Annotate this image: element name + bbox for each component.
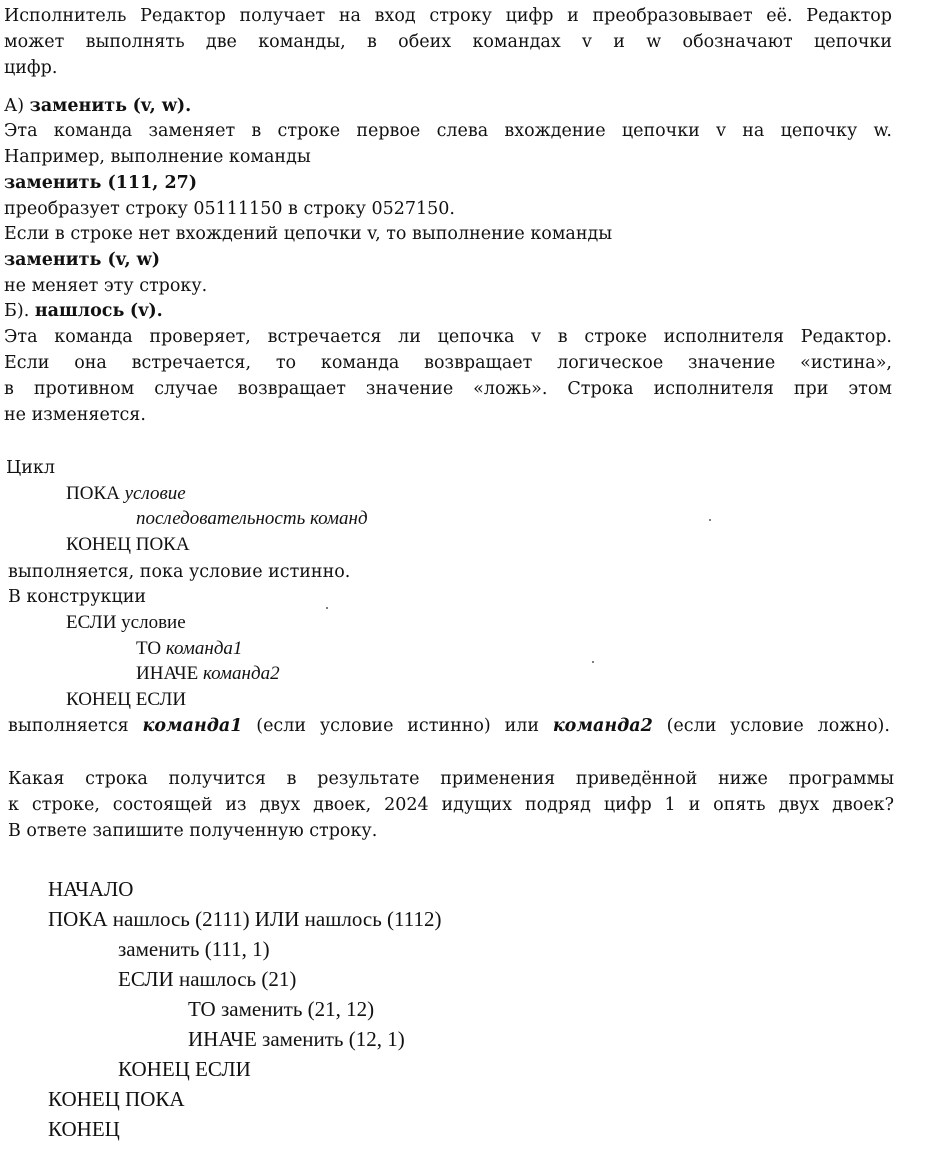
loop-while-condition: условие xyxy=(124,483,186,504)
command-a-example-2: заменить (v, w) xyxy=(4,250,160,270)
command-b-name: нашлось xyxy=(34,301,125,321)
else-keyword: ИНАЧЕ xyxy=(136,663,199,684)
command-b-desc-3: в противном случае возвращает значение «ложь». Строка исполнителя при этом xyxy=(4,379,892,399)
intro-line-3: цифр. xyxy=(4,58,58,78)
if-note-part-2: (если условие истинно) или xyxy=(256,716,540,736)
loop-while xyxy=(66,482,186,506)
scan-speck xyxy=(709,519,711,521)
loop-end: КОНЕЦ ПОКА xyxy=(66,534,190,555)
command-b-title xyxy=(4,299,163,323)
program-line: заменить (111, 1) xyxy=(118,937,270,961)
if-note xyxy=(8,714,890,738)
command-a-title xyxy=(4,94,191,118)
if-note-command-1: команда1 xyxy=(142,716,243,736)
scan-speck xyxy=(592,661,594,663)
else-command: команда2 xyxy=(202,663,280,684)
command-b-desc-4: не изменяется. xyxy=(4,405,146,425)
loop-while-keyword: ПОКА xyxy=(66,483,120,504)
loop-heading: Цикл xyxy=(6,458,55,478)
program-line: ИНАЧЕ заменить (12, 1) xyxy=(188,1027,405,1051)
intro-line-2: может выполнять две команды, в обеих командах v и w обозначают цепочки xyxy=(4,32,892,52)
if-note-part-1: выполняется xyxy=(8,716,129,736)
loop-body: последовательность команд xyxy=(136,508,368,529)
command-a-desc-3: преобразует строку 05111150 в строку 0527150. xyxy=(4,199,455,219)
command-a-name: заменить xyxy=(29,96,128,116)
question-line-1: Какая строка получится в результате применения приведённой ниже программы xyxy=(8,769,894,789)
command-a-desc-4: Если в строке нет вхождений цепочки v, то выполнение команды xyxy=(4,224,613,244)
then-keyword: ТО xyxy=(136,638,162,659)
then-command: команда1 xyxy=(165,638,243,659)
if-condition: условие xyxy=(121,612,186,633)
program-line: НАЧАЛО xyxy=(48,877,134,901)
program-line: КОНЕЦ ПОКА xyxy=(48,1087,185,1111)
command-b-desc-2: Если она встречается, то команда возвращает логическое значение «истина», xyxy=(4,353,892,373)
then-line xyxy=(136,637,242,661)
command-b-letter: Б). xyxy=(4,301,30,321)
command-a-args: (v, w). xyxy=(132,96,192,116)
intro-line-1: Исполнитель Редактор получает на вход строку цифр и преобразовывает её. Редактор xyxy=(4,6,892,26)
scan-speck xyxy=(326,607,328,609)
command-b-desc-1: Эта команда проверяет, встречается ли цепочка v в строке исполнителя Редактор. xyxy=(4,327,892,347)
if-heading: В конструкции xyxy=(8,587,147,607)
command-a-example: заменить (111, 27) xyxy=(4,173,198,193)
question-line-2: к строке, состоящей из двух двоек, 2024 идущих подряд цифр 1 и опять двух двоек? xyxy=(8,795,894,815)
program-line: ЕСЛИ нашлось (21) xyxy=(118,967,297,991)
command-a-letter: А) xyxy=(4,96,25,116)
if-line xyxy=(66,611,186,635)
if-keyword: ЕСЛИ xyxy=(66,612,117,633)
program-line: ТО заменить (21, 12) xyxy=(188,997,375,1021)
program-line: КОНЕЦ ЕСЛИ xyxy=(118,1057,251,1081)
if-end: КОНЕЦ ЕСЛИ xyxy=(66,689,187,710)
if-note-part-3: (если условие ложно). xyxy=(666,716,890,736)
if-note-command-2: команда2 xyxy=(552,716,653,736)
command-b-args: (v). xyxy=(129,301,163,321)
command-a-desc-2: Например, выполнение команды xyxy=(4,147,311,167)
question-line-3: В ответе запишите полученную строку. xyxy=(8,821,378,841)
else-line xyxy=(136,662,280,686)
command-a-desc-1: Эта команда заменяет в строке первое слева вхождение цепочки v на цепочку w. xyxy=(4,121,892,141)
command-a-desc-5: не меняет эту строку. xyxy=(4,276,208,296)
program-line: ПОКА нашлось (2111) ИЛИ нашлось (1112) xyxy=(48,907,442,931)
program-line: КОНЕЦ xyxy=(48,1117,120,1141)
loop-note: выполняется, пока условие истинно. xyxy=(8,562,351,582)
